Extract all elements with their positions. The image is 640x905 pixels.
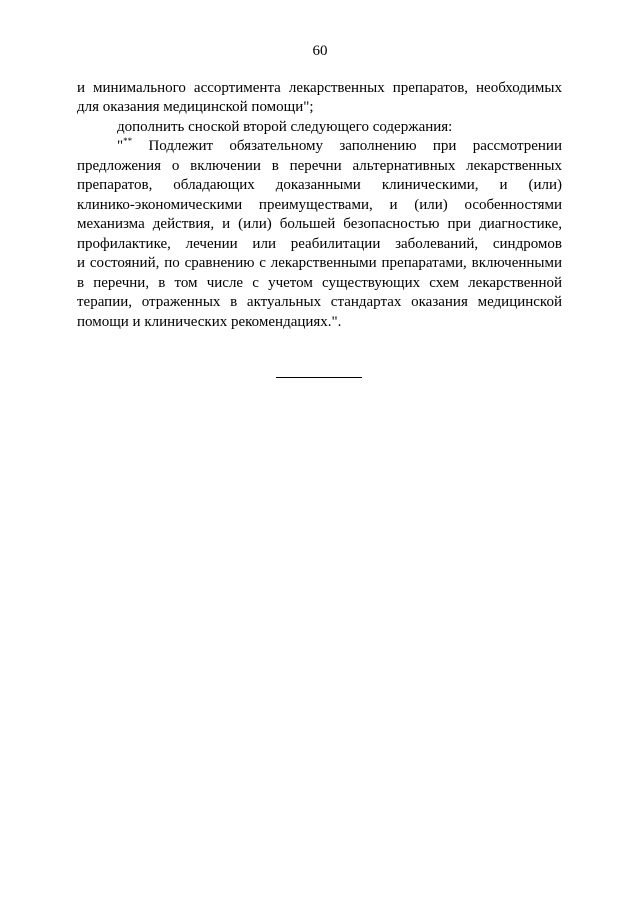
footnote-marker: ** [123,136,133,146]
footnote-line: терапии, отраженных в актуальных стандартах оказания медицинской [77,294,562,310]
footnote-first-line [117,137,562,155]
footnote-line: предложения о включении в перечни альтернативных лекарственных [77,158,562,174]
footnote-line: помощи и клинических рекомендациях.". [77,314,342,330]
paragraph-line: дополнить сноской второй следующего содержания: [117,119,453,135]
opening-quote: " [117,138,124,154]
end-separator-rule [276,377,362,378]
footnote-line: препаратов, обладающих доказанными клиническими, и (или) [77,177,562,193]
footnote-line: механизма действия, и (или) большей безопасностью при диагностике, [77,216,562,232]
footnote-first-line-text: Подлежит обязательному заполнению при рассмотрении [132,138,562,154]
footnote-line: и состояний, по сравнению с лекарственными препаратами, включенными [77,255,562,271]
footnote-line: в перечни, в том числе с учетом существующих схем лекарственной [77,275,562,291]
footnote-line: профилактике, лечении или реабилитации заболеваний, синдромов [77,236,562,252]
footnote-line: клинико-экономическими преимуществами, и (или) особенностями [77,197,562,213]
paragraph-line: и минимального ассортимента лекарственных препаратов, необходимых [77,80,562,96]
paragraph-line: для оказания медицинской помощи"; [77,99,314,115]
page-number: 60 [312,43,328,59]
